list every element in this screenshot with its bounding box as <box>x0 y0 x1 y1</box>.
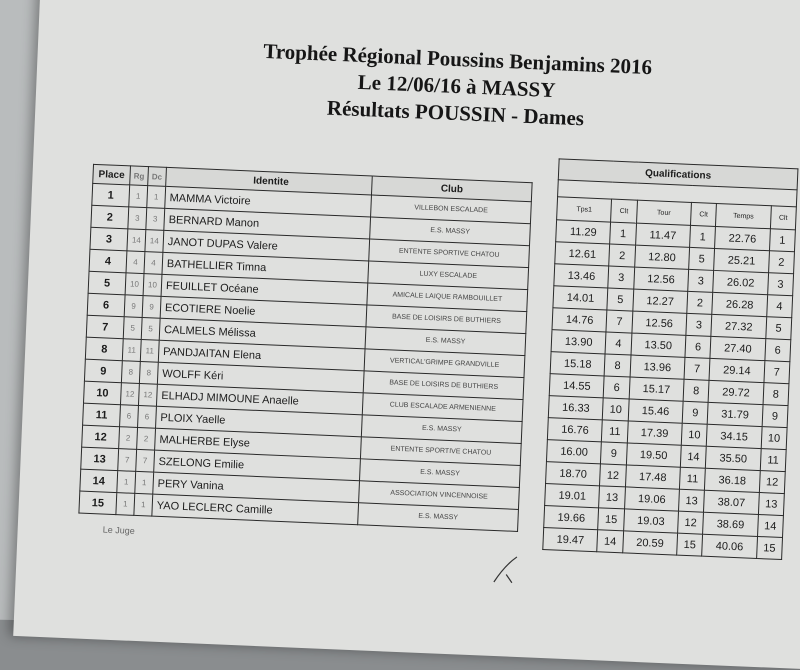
dc-cell: 1 <box>147 186 166 209</box>
clt1-cell: 5 <box>607 288 633 311</box>
header-place: Place <box>93 164 131 185</box>
tour-cell: 11.47 <box>635 223 690 247</box>
clt3-cell: 10 <box>761 427 787 450</box>
dc-cell: 11 <box>140 340 159 363</box>
dc-cell: 1 <box>134 493 153 516</box>
tps1-cell: 13.90 <box>551 330 606 354</box>
tour-cell: 12.27 <box>632 289 687 313</box>
dc-cell: 8 <box>139 361 158 384</box>
header-rg: Rg <box>130 166 149 186</box>
clt1-cell: 1 <box>610 222 636 245</box>
place-cell: 15 <box>79 491 117 515</box>
clt2-cell: 2 <box>687 291 713 314</box>
club-cell: E.S. MASSY <box>360 459 521 488</box>
place-cell: 7 <box>86 315 124 339</box>
header-clt-3: Clt <box>770 206 796 230</box>
place-cell: 2 <box>91 205 129 229</box>
clt3-cell: 6 <box>765 339 791 362</box>
club-cell: BASE DE LOISIRS DE BUTHIERS <box>366 305 527 334</box>
dc-cell: 4 <box>144 252 163 275</box>
results-sheet <box>13 0 800 670</box>
clt1-cell: 9 <box>601 442 627 465</box>
temps-cell: 29.72 <box>708 380 763 404</box>
clt2-cell: 1 <box>690 225 716 248</box>
rg-cell: 14 <box>127 229 146 252</box>
clt2-cell: 10 <box>681 423 707 446</box>
rg-cell: 8 <box>121 361 140 384</box>
header-tour: Tour <box>636 200 691 225</box>
club-cell: ENTENTE SPORTIVE CHATOU <box>361 437 522 466</box>
club-cell: VILLEBON ESCALADE <box>371 195 532 224</box>
clt3-cell: 14 <box>757 514 783 537</box>
place-cell: 6 <box>87 293 125 317</box>
athlete-name-cell: SZELONG Emilie <box>154 450 361 481</box>
tps1-cell: 12.61 <box>555 242 610 266</box>
clt1-cell: 7 <box>606 310 632 333</box>
tour-cell: 17.48 <box>625 465 680 489</box>
clt3-cell: 8 <box>763 383 789 406</box>
clt2-cell: 13 <box>679 489 705 512</box>
dc-cell: 14 <box>145 230 164 253</box>
clt2-cell: 12 <box>678 511 704 534</box>
temps-cell: 22.76 <box>715 226 770 250</box>
tour-cell: 19.50 <box>626 443 681 467</box>
dc-cell: 2 <box>137 427 156 450</box>
tps1-cell: 16.00 <box>546 440 601 464</box>
tour-cell: 12.56 <box>633 267 688 291</box>
clt2-cell: 6 <box>685 335 711 358</box>
tps1-cell: 19.66 <box>544 506 599 530</box>
dc-cell: 3 <box>146 208 165 231</box>
clt1-cell: 6 <box>604 376 630 399</box>
competition-title: Trophée Régional Poussins Benjamins 2016 <box>262 38 653 80</box>
clt2-cell: 14 <box>680 445 706 468</box>
dc-cell: 1 <box>135 471 154 494</box>
clt2-cell: 9 <box>682 401 708 424</box>
tps1-cell: 18.70 <box>546 462 601 486</box>
qualifications-table <box>542 158 798 560</box>
club-cell: AMICALE LAIQUE RAMBOUILLET <box>367 283 528 312</box>
athlete-name-cell: PERY Vanina <box>153 472 360 503</box>
competition-date-location: Le 12/06/16 à MASSY <box>357 69 556 103</box>
clt3-cell: 1 <box>769 229 795 252</box>
athlete-name-cell: MALHERBE Elyse <box>155 428 362 459</box>
clt3-cell: 12 <box>759 471 785 494</box>
tour-cell: 15.46 <box>628 399 683 423</box>
club-cell: ENTENTE SPORTIVE CHATOU <box>369 239 530 268</box>
clt1-cell: 8 <box>604 354 630 377</box>
dc-cell: 9 <box>142 296 161 319</box>
place-cell: 5 <box>88 271 126 295</box>
clt2-cell: 3 <box>686 313 712 336</box>
place-cell: 14 <box>80 469 118 493</box>
athlete-name-cell: FEUILLET Océane <box>161 274 368 305</box>
temps-cell: 35.50 <box>706 446 761 470</box>
temps-cell: 26.28 <box>712 292 767 316</box>
header-club: Club <box>372 176 532 202</box>
clt3-cell: 9 <box>762 405 788 428</box>
clt1-cell: 12 <box>600 464 626 487</box>
tps1-cell: 16.76 <box>547 418 602 442</box>
tps1-cell: 15.18 <box>550 352 605 376</box>
tps1-cell: 19.01 <box>545 484 600 508</box>
header-tps1: Tps1 <box>557 197 612 222</box>
club-cell: E.S. MASSY <box>358 503 519 532</box>
club-cell: E.S. MASSY <box>362 415 523 444</box>
rg-cell: 7 <box>118 449 137 472</box>
club-cell: CLUB ESCALADE ARMENIENNE <box>362 393 523 422</box>
judge-label: Le Juge <box>102 524 135 536</box>
rg-cell: 1 <box>116 493 135 516</box>
athlete-name-cell: JANOT DUPAS Valere <box>163 230 370 261</box>
rg-cell: 12 <box>120 383 139 406</box>
dc-cell: 6 <box>138 405 157 428</box>
clt1-cell: 4 <box>605 332 631 355</box>
temps-cell: 38.07 <box>704 490 759 514</box>
club-cell: E.S. MASSY <box>365 327 526 356</box>
tps1-cell: 19.47 <box>543 528 598 552</box>
tour-cell: 13.96 <box>630 355 685 379</box>
tps1-cell: 14.76 <box>552 308 607 332</box>
temps-cell: 27.40 <box>710 336 765 360</box>
header-dc: Dc <box>148 167 167 187</box>
club-cell: BASE DE LOISIRS DE BUTHIERS <box>363 371 524 400</box>
clt3-cell: 15 <box>756 536 782 559</box>
tour-cell: 12.80 <box>634 245 689 269</box>
tour-cell: 12.56 <box>632 311 687 335</box>
clt3-cell: 11 <box>760 449 786 472</box>
place-cell: 9 <box>84 359 122 383</box>
dc-cell: 5 <box>141 318 160 341</box>
athlete-name-cell: PLOIX Yaelle <box>155 406 362 437</box>
clt2-cell: 11 <box>679 467 705 490</box>
tour-cell: 15.17 <box>629 377 684 401</box>
athlete-name-cell: BATHELLIER Timna <box>162 252 369 283</box>
athlete-name-cell: CALMELS Mélissa <box>159 318 366 349</box>
clt3-cell: 2 <box>768 251 794 274</box>
temps-cell: 25.21 <box>714 248 769 272</box>
place-cell: 1 <box>92 183 130 207</box>
tour-cell: 17.39 <box>627 421 682 445</box>
tour-cell: 19.06 <box>624 487 679 511</box>
tps1-cell: 14.55 <box>549 374 604 398</box>
results-category: Résultats POUSSIN - Dames <box>326 95 585 131</box>
dc-cell: 10 <box>143 274 162 297</box>
club-cell: LUXY ESCALADE <box>368 261 529 290</box>
temps-cell: 34.15 <box>707 424 762 448</box>
club-cell: ASSOCIATION VINCENNOISE <box>359 481 520 510</box>
rg-cell: 4 <box>126 251 145 274</box>
athlete-name-cell: WOLFF Kéri <box>157 362 364 393</box>
tour-cell: 13.50 <box>631 333 686 357</box>
temps-cell: 40.06 <box>702 534 757 558</box>
clt1-cell: 15 <box>598 508 624 531</box>
temps-cell: 26.02 <box>713 270 768 294</box>
athlete-name-cell: PANDJAITAN Elena <box>158 340 365 371</box>
place-cell: 11 <box>83 403 121 427</box>
tps1-cell: 13.46 <box>554 264 609 288</box>
rg-cell: 3 <box>128 207 147 230</box>
clt3-cell: 5 <box>765 317 791 340</box>
clt1-cell: 3 <box>608 266 634 289</box>
temps-cell: 29.14 <box>709 358 764 382</box>
tps1-cell: 11.29 <box>556 220 611 244</box>
rg-cell: 9 <box>124 295 143 318</box>
tour-cell: 20.59 <box>622 531 677 555</box>
rg-cell: 10 <box>125 273 144 296</box>
tps1-cell: 16.33 <box>548 396 603 420</box>
place-cell: 3 <box>90 227 128 251</box>
athlete-name-cell: ECOTIERE Noelie <box>160 296 367 327</box>
rg-cell: 1 <box>117 471 136 494</box>
clt2-cell: 8 <box>683 379 709 402</box>
tps1-cell: 14.01 <box>553 286 608 310</box>
rg-cell: 6 <box>120 405 139 428</box>
temps-cell: 38.69 <box>703 512 758 536</box>
header-clt-1: Clt <box>611 199 637 223</box>
clt3-cell: 13 <box>758 493 784 516</box>
temps-cell: 27.32 <box>711 314 766 338</box>
athlete-name-cell: MAMMA Victoire <box>165 186 372 217</box>
sheet-titles <box>195 35 718 138</box>
header-clt-2: Clt <box>691 202 717 226</box>
place-cell: 10 <box>84 381 122 405</box>
clt1-cell: 2 <box>609 244 635 267</box>
temps-cell: 36.18 <box>705 468 760 492</box>
rg-cell: 1 <box>129 185 148 208</box>
clt1-cell: 13 <box>599 486 625 509</box>
clt2-cell: 5 <box>689 247 715 270</box>
header-identite: Identite <box>166 167 373 195</box>
clt2-cell: 3 <box>688 269 714 292</box>
tour-cell: 19.03 <box>623 509 678 533</box>
clt2-cell: 7 <box>684 357 710 380</box>
athlete-name-cell: ELHADJ MIMOUNE Anaelle <box>156 384 363 415</box>
place-cell: 4 <box>89 249 127 273</box>
clt1-cell: 11 <box>602 420 628 443</box>
athlete-name-cell: BERNARD Manon <box>164 208 371 239</box>
clt1-cell: 14 <box>597 530 623 553</box>
rg-cell: 5 <box>123 317 142 340</box>
dc-cell: 12 <box>138 383 157 406</box>
place-cell: 13 <box>81 447 119 471</box>
rg-cell: 2 <box>119 427 138 450</box>
club-cell: E.S. MASSY <box>370 217 531 246</box>
place-cell: 8 <box>85 337 123 361</box>
qualifications-title: Qualifications <box>558 159 798 190</box>
place-cell: 12 <box>82 425 120 449</box>
header-temps: Temps <box>716 203 771 228</box>
temps-cell: 31.79 <box>707 402 762 426</box>
dc-cell: 7 <box>136 449 155 472</box>
clt1-cell: 10 <box>603 398 629 421</box>
rg-cell: 11 <box>122 339 141 362</box>
ranking-table <box>78 164 532 532</box>
clt3-cell: 3 <box>767 273 793 296</box>
club-cell: VERTICAL'GRIMPE GRANDVILLE <box>364 349 525 378</box>
clt2-cell: 15 <box>677 533 703 556</box>
athlete-name-cell: YAO LECLERC Camille <box>152 494 359 525</box>
clt3-cell: 7 <box>764 361 790 384</box>
signature-mark <box>486 554 527 586</box>
clt3-cell: 4 <box>766 295 792 318</box>
